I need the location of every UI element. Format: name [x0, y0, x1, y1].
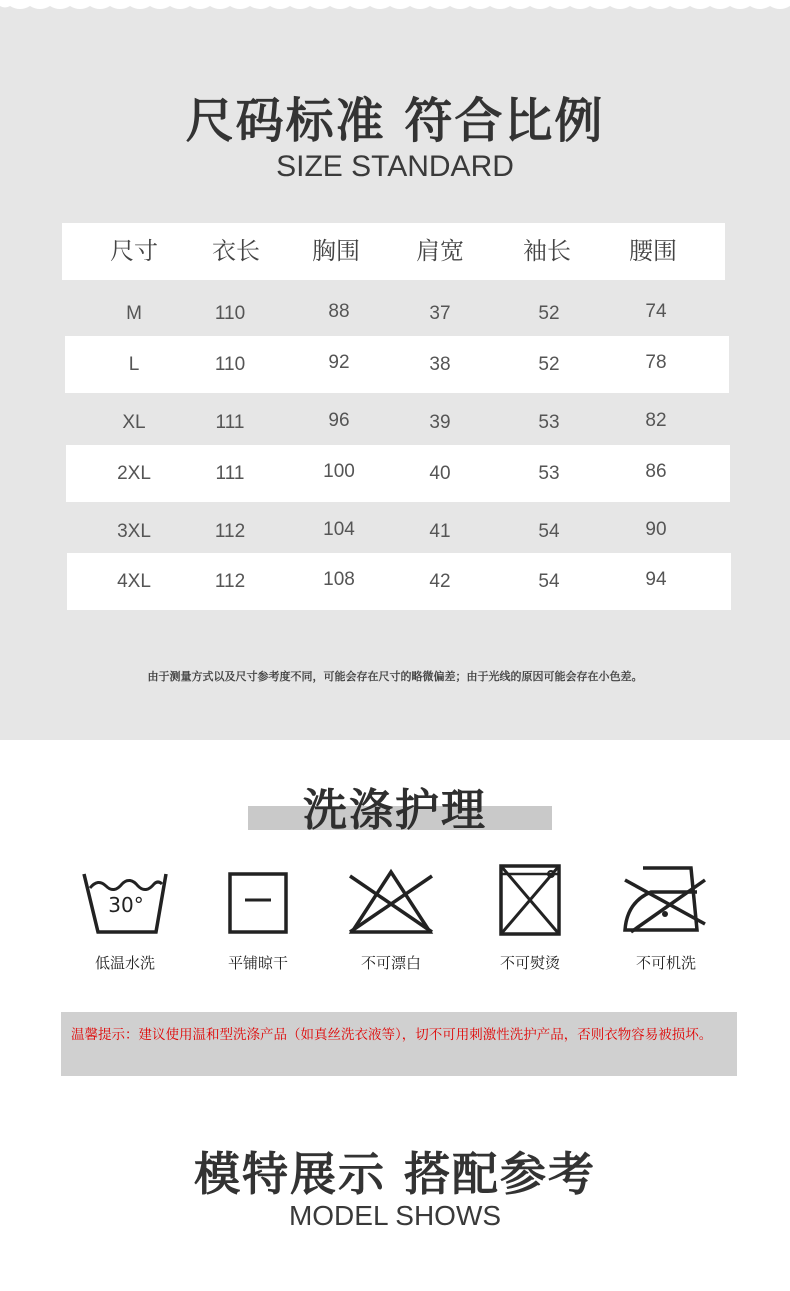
dry-flat-icon — [213, 862, 303, 938]
table-cell: 54 — [538, 521, 560, 542]
table-cell: 41 — [429, 521, 451, 542]
table-cell: 52 — [538, 354, 560, 375]
table-cell: 2XL — [117, 463, 151, 484]
table-cell: XL — [122, 412, 146, 433]
care-label-dry-flat: 平铺晾干 — [227, 954, 288, 972]
care-label-no-iron: 不可熨烫 — [499, 954, 560, 972]
care-title: 洗涤护理 — [303, 785, 487, 836]
wash-temperature: 30° — [108, 893, 144, 917]
table-cell: 82 — [645, 410, 667, 431]
table-cell: 104 — [323, 519, 355, 540]
table-row — [67, 553, 731, 610]
table-cell: 3XL — [117, 521, 151, 542]
table-cell: 52 — [538, 303, 560, 324]
care-item-no-machine-wash — [601, 862, 731, 982]
care-label-no-machine-wash: 不可机洗 — [635, 954, 696, 972]
table-cell: 37 — [429, 303, 451, 324]
table-cell: M — [126, 303, 142, 324]
care-label-no-bleach: 不可漂白 — [360, 954, 421, 972]
size-table-header — [62, 223, 725, 280]
table-cell: 112 — [214, 571, 246, 592]
no-bleach-icon — [346, 862, 436, 938]
size-standard-title: 尺码标准 符合比例 — [185, 93, 605, 149]
table-cell: 112 — [214, 521, 246, 542]
table-cell: 38 — [429, 354, 451, 375]
care-tip-text: 温馨提示：建议使用温和型洗涤产品（如真丝洗衣液等），切不可用刺激性洗护产品，否则衣物容易被损坏。 — [71, 1027, 713, 1043]
wavy-edge-decoration — [0, 0, 790, 18]
table-cell: 108 — [323, 569, 355, 590]
header-chest: 胸围 — [312, 237, 360, 265]
model-show-title: 模特展示 搭配参考 — [193, 1147, 596, 1201]
wash-30-icon — [80, 862, 170, 938]
header-waist: 腰围 — [629, 237, 677, 265]
table-cell: 110 — [214, 303, 246, 324]
table-cell: 53 — [538, 463, 560, 484]
table-cell: 111 — [215, 463, 245, 484]
care-tip-box — [61, 1012, 737, 1076]
header-sleeve: 袖长 — [523, 237, 571, 265]
table-cell: 74 — [645, 301, 667, 322]
header-shoulder: 肩宽 — [416, 237, 464, 265]
care-item-no-iron — [465, 862, 595, 982]
table-cell: 94 — [645, 569, 667, 590]
table-cell: 4XL — [117, 571, 151, 592]
table-cell: 86 — [645, 461, 667, 482]
table-cell: 90 — [645, 519, 667, 540]
measurement-note: 由于测量方式以及尺寸参考度不同，可能会存在尺寸的略微偏差；由于光线的原因可能会存在小色差。 — [147, 670, 643, 683]
size-standard-subtitle: SIZE STANDARD — [276, 150, 514, 183]
table-cell: 96 — [328, 410, 350, 431]
table-cell: L — [128, 354, 140, 375]
table-cell: 110 — [214, 354, 246, 375]
care-item-no-bleach — [326, 862, 456, 982]
model-show-subtitle: MODEL SHOWS — [288, 1200, 502, 1231]
table-cell: 78 — [645, 352, 667, 373]
table-cell: 88 — [328, 301, 350, 322]
table-row — [65, 336, 729, 393]
table-cell: 92 — [328, 352, 350, 373]
table-cell: 42 — [429, 571, 451, 592]
header-length: 衣长 — [212, 237, 260, 265]
table-row — [66, 445, 730, 502]
table-cell: 111 — [215, 412, 245, 433]
table-cell: 39 — [429, 412, 451, 433]
care-item-dry-flat — [193, 862, 323, 982]
care-label-wash: 低温水洗 — [94, 954, 155, 972]
table-cell: 100 — [323, 461, 355, 482]
header-size: 尺寸 — [110, 237, 158, 265]
table-cell: 54 — [538, 571, 560, 592]
table-cell: 40 — [429, 463, 451, 484]
no-tumble-dry-icon — [485, 862, 575, 938]
table-cell: 53 — [538, 412, 560, 433]
no-iron-icon — [621, 862, 711, 938]
care-item-wash — [60, 862, 190, 982]
